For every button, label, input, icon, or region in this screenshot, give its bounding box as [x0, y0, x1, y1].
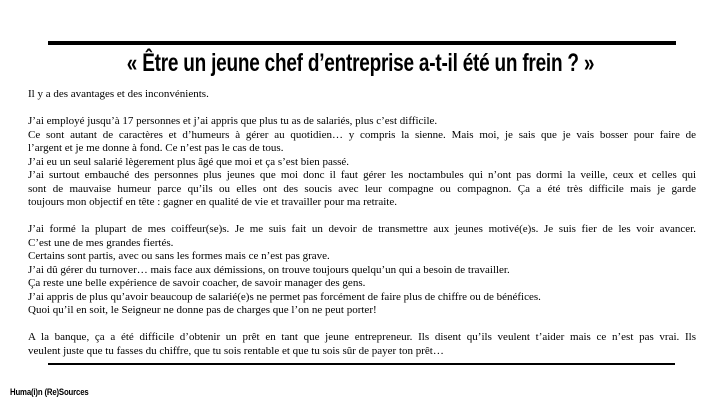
- paragraph: [28, 223, 696, 318]
- text-line: toujours mon objectif en tête : gagner en qualité de vie et travailler pour ma retraite.: [28, 196, 397, 208]
- paragraph: [28, 115, 696, 210]
- text-line: J’ai surtout embauché des personnes plus jeunes que moi donc il faut gérer les noctambules qui n’ont pas dormi la veille, ceux et celles qui: [28, 169, 696, 181]
- text-line: Quoi qu’il en soit, le Seigneur ne donne pas de charges que l’on ne peut porter!: [28, 304, 377, 316]
- text-line: J’ai appris de plus qu’avoir beaucoup de salarié(e)s ne permet pas forcément de faire plus de chiffre ou de bénéfices.: [28, 290, 541, 303]
- text-line: Ça reste une belle expérience de savoir coacher, de savoir manager des gens.: [28, 277, 366, 289]
- text-line: J’ai formé la plupart de mes coiffeur(se)s. Je me suis fait un devoir de transmettre aux jeunes motivé(e)s. Je suis fier de les voir avancer.: [28, 223, 696, 235]
- text-line: veulent juste que tu fasses du chiffre, que tu sois rentable et que tu sois sûr de payer ton prêt…: [28, 344, 444, 357]
- text-line: l’argent et je me donne à fond. Ce n’est pas le cas de tous.: [28, 142, 284, 154]
- text-line: J’ai employé jusqu’à 17 personnes et j’ai appris que plus tu as de salariés, plus c’est difficile.: [28, 115, 438, 127]
- page-title: [0, 50, 720, 76]
- title-divider-rule: [48, 41, 676, 45]
- page-title-text: « Être un jeune chef d’entreprise a-t-il été un frein ? »: [126, 49, 594, 77]
- text-line: sont de mauvaise humeur parce qu’ils ou elles ont des soucis avec leur compagne ou compagnon. Ça a été très difficile mais je garde: [28, 182, 696, 195]
- text-line: Ce sont autant de caractères et d’humeurs à gérer au quotidien… y compris la sienne. Mais moi, je sais que je vais bosser pour faire de: [28, 128, 696, 141]
- paragraph: [28, 331, 696, 358]
- text-line: A la banque, ça a été difficile d’obtenir un prêt en tant que jeune entrepreneur. Ils disent qu’ils veulent t’aider mais ce n’est pas vrai. Ils: [28, 331, 696, 343]
- brand-footer-text: Huma(i)n (Re)Sources: [10, 387, 89, 398]
- text-line: Il y a des avantages et des inconvénients.: [28, 88, 209, 100]
- text-line: J’ai dû gérer du turnover… mais face aux démissions, on trouve toujours quelqu’un qui a besoin de travailler.: [28, 263, 510, 276]
- brand-footer: [10, 388, 106, 398]
- text-line: Certains sont partis, avec ou sans les formes mais ce n’est pas grave.: [28, 250, 330, 262]
- text-line: C’est une de mes grandes fiertés.: [28, 236, 174, 249]
- bottom-divider-rule: [48, 363, 675, 365]
- text-line: J’ai eu un seul salarié lègerement plus âgé que moi et ça s’est bien passé.: [28, 155, 350, 168]
- testimonial-text-block: [28, 88, 696, 358]
- paragraph: [28, 88, 696, 102]
